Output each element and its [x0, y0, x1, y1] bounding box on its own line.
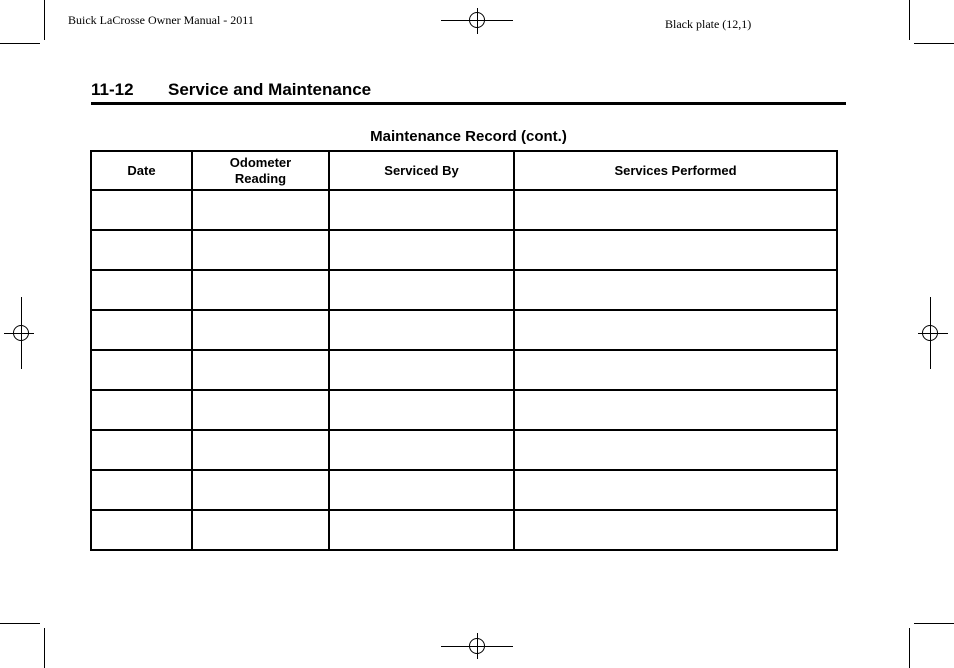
table-cell — [329, 390, 514, 430]
table-cell — [91, 230, 192, 270]
table-row — [91, 190, 837, 230]
table-cell — [329, 190, 514, 230]
table-cell — [192, 270, 329, 310]
table-cell — [329, 430, 514, 470]
table-row — [91, 510, 837, 550]
table-cell — [91, 390, 192, 430]
table-cell — [192, 390, 329, 430]
table-cell — [91, 350, 192, 390]
section-title: Service and Maintenance — [168, 80, 372, 99]
table-cell — [91, 190, 192, 230]
table-cell — [329, 470, 514, 510]
column-header-services-performed: Services Performed — [514, 151, 837, 190]
table-row — [91, 350, 837, 390]
table-cell — [514, 190, 837, 230]
table-cell — [514, 350, 837, 390]
table-header-row — [91, 151, 837, 190]
table-cell — [329, 310, 514, 350]
table-cell — [514, 390, 837, 430]
table-cell — [192, 230, 329, 270]
table-row — [91, 470, 837, 510]
table-cell — [329, 510, 514, 550]
table-cell — [91, 510, 192, 550]
manual-title: Buick LaCrosse Owner Manual - 2011 — [68, 13, 254, 27]
table-cell — [514, 430, 837, 470]
column-header-serviced-by: Serviced By — [329, 151, 514, 190]
table-row — [91, 390, 837, 430]
page-number: 11-12 — [91, 80, 134, 99]
maintenance-record-table — [90, 150, 838, 551]
table-row — [91, 310, 837, 350]
table-cell — [514, 230, 837, 270]
table-row — [91, 270, 837, 310]
table-cell — [192, 310, 329, 350]
table-cell — [329, 230, 514, 270]
table-cell — [91, 310, 192, 350]
table-title: Maintenance Record (cont.) — [370, 128, 567, 145]
table-cell — [192, 470, 329, 510]
table-cell — [329, 270, 514, 310]
table-cell — [192, 510, 329, 550]
table-row — [91, 230, 837, 270]
table-cell — [514, 310, 837, 350]
table-cell — [329, 350, 514, 390]
table-body — [91, 190, 837, 550]
section-heading — [91, 80, 846, 105]
column-header-date: Date — [91, 151, 192, 190]
plate-info: Black plate (12,1) — [665, 17, 752, 31]
table-cell — [514, 510, 837, 550]
table-cell — [192, 350, 329, 390]
table-row — [91, 430, 837, 470]
table-cell — [91, 470, 192, 510]
table-cell — [514, 270, 837, 310]
column-header-odometer-reading: Odometer Reading — [192, 151, 329, 190]
table-cell — [192, 190, 329, 230]
table-cell — [192, 430, 329, 470]
table-cell — [91, 430, 192, 470]
table-cell — [514, 470, 837, 510]
table-cell — [91, 270, 192, 310]
